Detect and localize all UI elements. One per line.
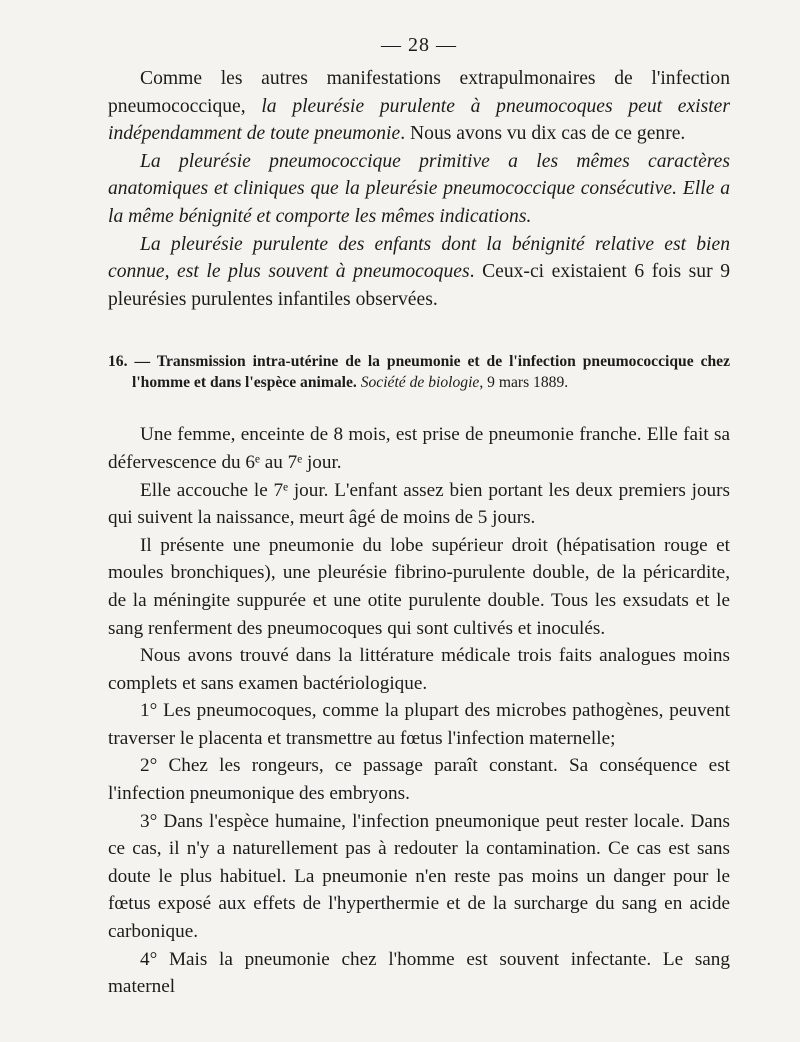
section-title: — Transmission intra-utérine de la pneumonie et de l'infection pneumococcique chez l'homme et dans l'espèce animale. <box>132 353 730 392</box>
body-paragraph: Une femme, enceinte de 8 mois, est prise de pneumonie franche. Elle fait sa défervescence du 6ᵉ au 7ᵉ jour. <box>108 424 730 473</box>
section-date: , 9 mars 1889. <box>479 374 569 392</box>
body-paragraph: Nous avons trouvé dans la littérature médicale trois faits analogues moins complets et sans examen bactériologique. <box>108 645 730 694</box>
paragraph-1 <box>108 65 730 148</box>
paragraph-1-text-c: . Nous avons vu dix cas de ce genre. <box>400 123 686 145</box>
paragraph-3-italic: La pleurésie purulente des enfants dont la bénignité relative est bien connue, est le plus souvent à pneumocoques <box>108 233 730 283</box>
paragraph-2 <box>108 148 730 231</box>
page-number: — 28 — <box>381 34 457 56</box>
body-paragraph: 2° Chez les rongeurs, ce passage paraît constant. Sa conséquence est l'infection pneumonique des embryons. <box>108 755 730 805</box>
section-heading <box>108 351 730 393</box>
paragraph-1-italic: la pleurésie purulente à pneumocoques peut exister indépendamment de toute pneumonie <box>108 95 730 145</box>
section-number: 16. <box>108 353 128 371</box>
paragraph-1-text-a: Comme les autres manifestations extrapulmonaires de l'infection pneumococcique, <box>108 68 730 117</box>
body-paragraph: Elle accouche le 7ᵉ jour. L'enfant assez bien portant les deux premiers jours qui suivent la naissance, meurt âgé de moins de 5 jours. <box>108 479 730 529</box>
body-paragraph: 1° Les pneumocoques, comme la plupart des microbes pathogènes, peuvent traverser le placenta et transmettre au fœtus l'infection maternelle; <box>108 700 730 749</box>
body-block <box>108 421 730 1000</box>
body-paragraph: 3° Dans l'espèce humaine, l'infection pneumonique peut rester locale. Dans ce cas, il n'y a naturellement pas à redouter la contamination. Ce cas est sans doute le plus habituel. La pneumonie n'en reste pas moins un danger pour le fœtus exposé aux effets de l'hyperthermie et de la surcharge du sang en acide carbonique. <box>108 810 730 943</box>
paragraph-3-text-b: . Ceux-ci existaient 6 fois sur 9 pleurésies purulentes infantiles observées. <box>108 261 730 310</box>
section-source: Société de biologie <box>360 374 480 392</box>
intro-block <box>108 65 730 313</box>
body-paragraph: Il présente une pneumonie du lobe supérieur droit (hépatisation rouge et moules bronchiques), une pleurésie fibrino-purulente double, de la péricardite, de la méningite suppurée et une otite purulente double. Tous les exsudats et le sang renferment des pneumocoques qui sont cultivés et inoculés. <box>108 534 730 639</box>
paragraph-3 <box>108 231 730 314</box>
paragraph-2-italic: La pleurésie pneumococcique primitive a les mêmes caractères anatomiques et cliniques que la pleurésie pneumococcique consécutive. Elle a la même bénignité et comporte les mêmes indications. <box>108 150 730 227</box>
body-paragraph: 4° Mais la pneumonie chez l'homme est souvent infectante. Le sang maternel <box>108 948 730 998</box>
